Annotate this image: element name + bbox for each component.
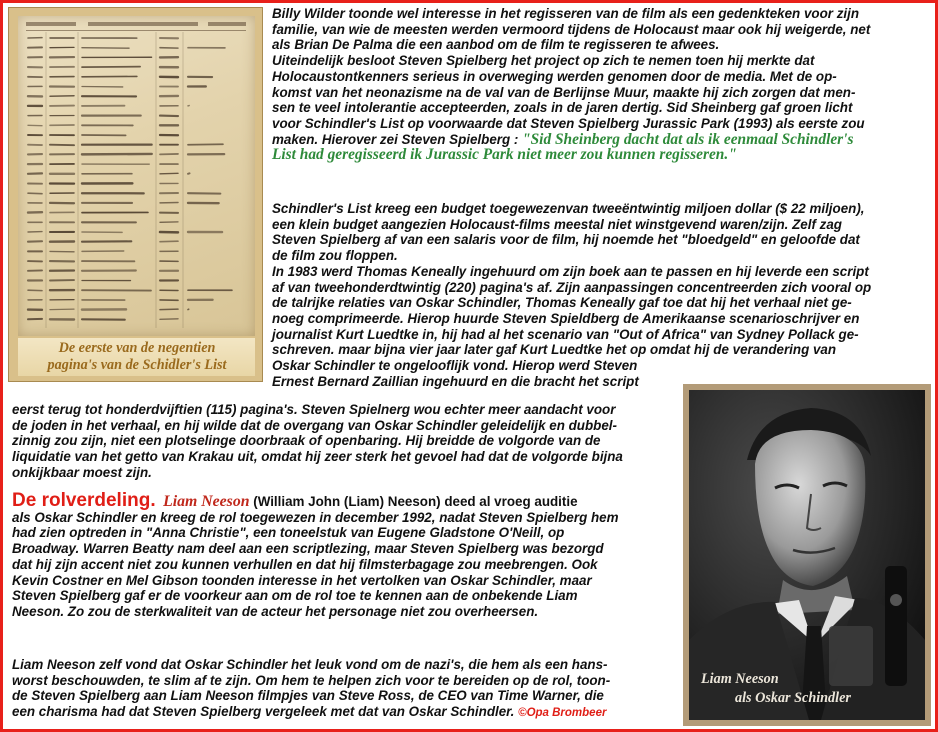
portrait-photo-frame xyxy=(683,384,931,726)
intro-last-line-prefix: maken. Hierover zei Steven Spielberg : xyxy=(272,131,523,147)
budget-line: Oskar Schindler te ongelooflijk vond. Hierop werd Steven xyxy=(272,358,638,374)
intro-line: als Brian De Palma die een aanbod om de film te regisseren te afwees. xyxy=(272,37,720,53)
budget-paragraph xyxy=(272,201,932,389)
cast-heading: De rolverdeling. xyxy=(12,490,156,511)
final-last-line-text: een charisma had dat Steven Spielberg vergeleek met dat van Oskar Schindler. xyxy=(12,704,515,720)
script-continuation-text xyxy=(12,402,678,481)
intro-line: Uiteindelijk besloot Steven Spielberg het project op zich te nemen toen hij merkte dat xyxy=(272,53,815,69)
budget-line: noeg comprimeerde. Hierop huurde Steven Spieldberg de Amerikaanse scenarioschrijver en xyxy=(272,310,860,326)
budget-line: Steven Spielberg af van een salaris voor de film, hij noemde het "bloedgeld" en geloofde dat xyxy=(272,232,860,248)
script-continuation-paragraph xyxy=(12,402,678,481)
intro-line: Billy Wilder toonde wel interesse in het regisseren van de film als een gedenkteken voor zijn xyxy=(272,6,860,21)
intro-line: Holocaustontkenners serieus in overweging werden genomen door de media. Met de op- xyxy=(272,68,837,84)
intro-line-with-quote xyxy=(272,132,932,148)
ledger-document-drawing xyxy=(18,16,255,336)
final-paragraph xyxy=(12,657,678,722)
continuation-line: zinnig zou zijn, niet een plotselinge doorbraak of openbaring. Hij breidde de volgorde van de xyxy=(12,433,601,449)
budget-line: journalist Kurt Luedtke in, hij had al het scenario van "Out of Africa" van Sydney Pollack ge- xyxy=(272,326,859,342)
cast-line: als Oskar Schindler en kreeg de rol toegewezen in december 1992, nadat Steven Spielberg hem xyxy=(12,509,619,525)
continuation-line: onkijkbaar moest zijn. xyxy=(12,464,152,480)
budget-line: In 1983 werd Thomas Keneally ingehuurd om zijn boek aan te passen en hij leverde een script xyxy=(272,263,869,279)
continuation-line: eerst terug tot honderdvijftien (115) pagina's. Steven Spielnerg wou echter meer aandacht voor xyxy=(12,402,616,417)
cast-line: Kevin Costner en Mel Gibson toonden interesse in het vertolken van Oskar Schindler, maar xyxy=(12,572,592,588)
portrait-photo-image xyxy=(689,390,925,720)
cast-line: dat hij zijn accent niet zou kunnen verhullen en dat hij filmsterbagage zou meebrengen. Ook xyxy=(12,556,598,572)
continuation-line: liquidatie van het getto van Krakau uit, omdat hij zeer sterk het gevoel had dat de volgorde bijna xyxy=(12,449,623,465)
document-photo-frame xyxy=(8,7,263,382)
document-caption xyxy=(22,340,252,374)
intro-line: familie, van wie de meesten werden vermoord tijdens de Holocaust maar ook hij weigerde, net xyxy=(272,21,871,37)
final-line: worst beschouwden, te slim af te zijn. Om hem te helpen zich voor te bereiden op de rol, toon- xyxy=(12,672,611,688)
portrait-caption-line-1: Liam Neeson xyxy=(701,671,779,687)
document-caption-line-2: pagina's van de Schidler's List xyxy=(47,357,227,373)
cast-line: Steven Spielberg gaf er de voorkeur aan om de rol toe te kennen aan de onbekende Liam xyxy=(12,588,578,604)
budget-text xyxy=(272,201,932,389)
budget-line: af van tweehonderdtwintig (220) pagina's af. Zijn aanpassingen concentreerden zich vooral op xyxy=(272,279,872,295)
budget-line: de film zou floppen. xyxy=(272,248,398,264)
final-line: Liam Neeson zelf vond dat Oskar Schindler het leuk vond om de nazi's, die hem als een hans- xyxy=(12,657,608,672)
cast-line: Neeson. Zo zou de sterkwaliteit van de acteur het personage niet zou overheersen. xyxy=(12,603,539,619)
cast-line: had zien optreden in "Anna Christie", een toneelstuk van Eugene Gladstone O'Neill, op xyxy=(12,525,565,541)
final-last-line xyxy=(12,704,678,722)
actor-name: Liam Neeson xyxy=(163,493,250,510)
final-text xyxy=(12,657,678,722)
budget-line: een klein budget aangezien Holocaust-films meestal niet winstgevend waren/zijn. Zelf zag xyxy=(272,216,842,232)
intro-line: voor Schindler's List op voorwaarde dat Steven Spielberg Jurassic Park (1993) als eerste zou xyxy=(272,115,865,131)
budget-line: Schindler's List kreeg een budget toegewezenvan tweeëntwintig miljoen dollar ($ 22 miljoen), xyxy=(272,201,865,216)
portrait-caption xyxy=(689,670,925,708)
portrait-caption-line-2: als Oskar Schindler xyxy=(735,690,851,706)
cast-paragraph xyxy=(12,490,678,620)
budget-line: Ernest Bernard Zaillian ingehuurd en die bracht het script xyxy=(272,373,639,389)
cast-text xyxy=(12,490,678,620)
intro-line: komst van het neonazisme na de val van de Berlijnse Muur, maakte hij zich zorgen dat men- xyxy=(272,84,856,100)
continuation-line: de joden in het verhaal, en hij wilde dat de overgang van Oskar Schindler geleidelijk en dubbel- xyxy=(12,417,617,433)
final-line: de Steven Spielberg aan Liam Neeson filmpjes van Steve Ross, de CEO van Time Warner, die xyxy=(12,688,604,704)
cast-first-line xyxy=(12,490,678,511)
budget-line: schreven. maar bijna vier jaar later gaf Kurt Luedtke het op omdat hij de verandering van xyxy=(272,342,837,358)
cast-first-line-rest: (William John (Liam) Neeson) deed al vroeg auditie xyxy=(253,494,578,509)
spielberg-quote-part-1: "Sid Sheinberg dacht dat als ik eenmaal Schindler's xyxy=(522,130,854,148)
intro-text xyxy=(272,6,932,163)
copyright-credit: ©Opa Brombeer xyxy=(518,707,607,720)
spielberg-quote-part-2: List had geregisseerd ik Jurassic Park niet meer zou kunnen regisseren." xyxy=(272,146,737,164)
ledger-document-image xyxy=(18,16,255,336)
document-caption-line-1: De eerste van de negentien xyxy=(58,340,216,356)
budget-line: de talrijke relaties van Oskar Schindler, Thomas Keneally gaf toe dat hij het verhaal niet ge- xyxy=(272,295,852,311)
cast-line: Broadway. Warren Beatty nam deel aan een scriptlezing, maar Steven Spielberg was bezorgd xyxy=(12,541,604,557)
intro-paragraph xyxy=(272,6,932,163)
intro-line: sen te veel intolerantie accepteerden, zoals in de jaren dertig. Sid Sheinberg gaf groen licht xyxy=(272,100,853,116)
document-caption-box xyxy=(18,338,255,376)
